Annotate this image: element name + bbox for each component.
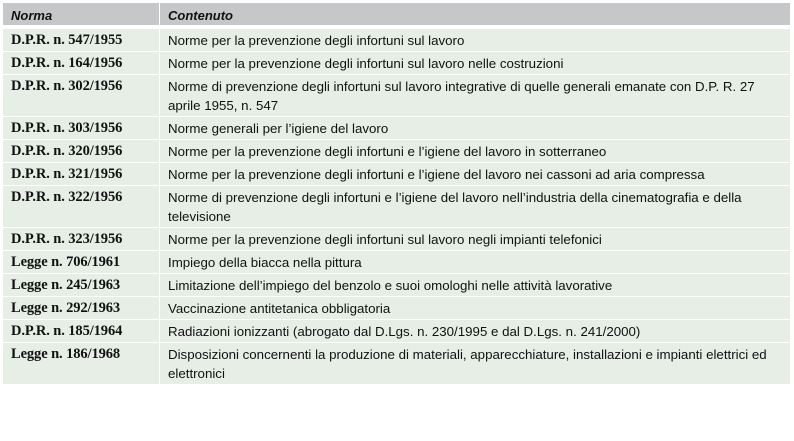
contenuto-cell: Norme per la prevenzione degli infortuni e l’igiene del lavoro in sotterraneo	[160, 139, 791, 162]
table-row	[3, 273, 791, 296]
table-header-row	[3, 3, 791, 27]
table-row	[3, 227, 791, 250]
table-row	[3, 185, 791, 227]
norma-cell: D.P.R. n. 321/1956	[3, 162, 160, 185]
table-row	[3, 51, 791, 74]
contenuto-cell: Norme per la prevenzione degli infortuni sul lavoro negli impianti telefonici	[160, 227, 791, 250]
norma-cell: D.P.R. n. 303/1956	[3, 116, 160, 139]
contenuto-cell: Norme di prevenzione degli infortuni e l’igiene del lavoro nell’industria della cinematografia e della televisione	[160, 185, 791, 227]
norma-cell: Legge n. 186/1968	[3, 342, 160, 384]
contenuto-cell: Norme per la prevenzione degli infortuni sul lavoro	[160, 27, 791, 52]
table-row	[3, 250, 791, 273]
norma-cell: D.P.R. n. 323/1956	[3, 227, 160, 250]
table-row	[3, 162, 791, 185]
table-row	[3, 139, 791, 162]
norma-cell: D.P.R. n. 164/1956	[3, 51, 160, 74]
contenuto-cell: Limitazione dell’impiego del benzolo e suoi omologhi nelle attività lavorative	[160, 273, 791, 296]
norma-cell: D.P.R. n. 547/1955	[3, 27, 160, 52]
contenuto-cell: Disposizioni concernenti la produzione di materiali, apparecchiature, installazioni e impianti elettrici ed elettronici	[160, 342, 791, 384]
norma-cell: Legge n. 245/1963	[3, 273, 160, 296]
norma-cell: D.P.R. n. 320/1956	[3, 139, 160, 162]
norme-table	[2, 2, 791, 385]
table-row	[3, 342, 791, 384]
table-row	[3, 27, 791, 52]
norma-cell: D.P.R. n. 322/1956	[3, 185, 160, 227]
contenuto-cell: Norme per la prevenzione degli infortuni e l’igiene del lavoro nei cassoni ad aria compressa	[160, 162, 791, 185]
table-row	[3, 319, 791, 342]
norma-cell: Legge n. 292/1963	[3, 296, 160, 319]
table-row	[3, 296, 791, 319]
norma-cell: D.P.R. n. 185/1964	[3, 319, 160, 342]
table-row	[3, 116, 791, 139]
contenuto-cell: Impiego della biacca nella pittura	[160, 250, 791, 273]
norma-cell: Legge n. 706/1961	[3, 250, 160, 273]
table-row	[3, 74, 791, 116]
norma-cell: D.P.R. n. 302/1956	[3, 74, 160, 116]
contenuto-cell: Norme generali per l’igiene del lavoro	[160, 116, 791, 139]
contenuto-cell: Norme per la prevenzione degli infortuni sul lavoro nelle costruzioni	[160, 51, 791, 74]
contenuto-cell: Radiazioni ionizzanti (abrogato dal D.Lgs. n. 230/1995 e dal D.Lgs. n. 241/2000)	[160, 319, 791, 342]
header-contenuto: Contenuto	[160, 3, 791, 27]
contenuto-cell: Vaccinazione antitetanica obbligatoria	[160, 296, 791, 319]
contenuto-cell: Norme di prevenzione degli infortuni sul lavoro integrative di quelle generali emanate con D.P. R. 27 aprile 1955, n. 547	[160, 74, 791, 116]
header-norma: Norma	[3, 3, 160, 27]
